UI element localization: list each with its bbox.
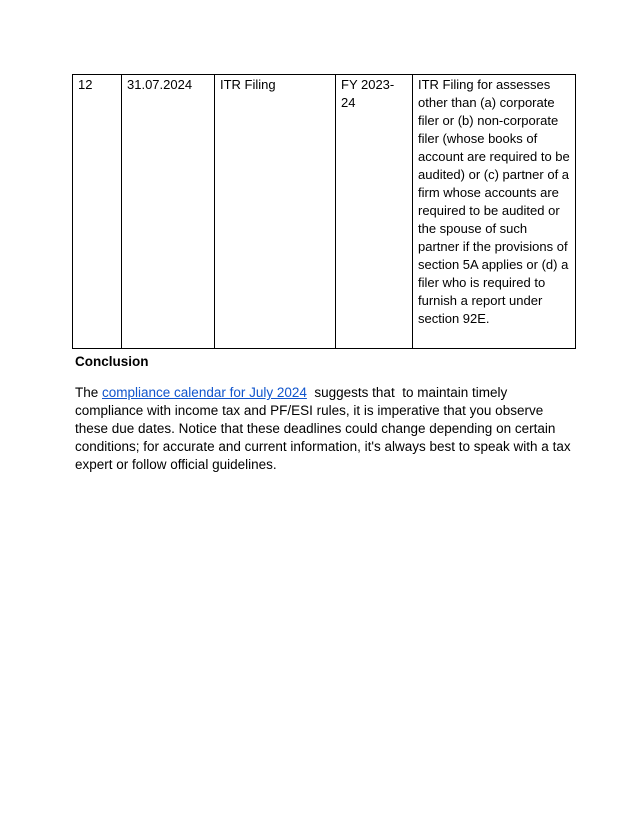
conclusion-rest: suggests that to maintain timely compliance with income tax and PF/ESI rules, it is imperative that you observe these due dates. Notice that these deadlines could change depending on certain conditions; for accurate and current information, it's always best to speak with a tax expert or follow official guidelines. — [75, 385, 575, 472]
cell-due-date: 31.07.2024 — [122, 75, 215, 349]
cell-serial-number: 12 — [73, 75, 122, 349]
cell-details: ITR Filing for assesses other than (a) corporate filer or (b) non-corporate filer (whose books of account are required to be audited) or (c) partner of a firm whose accounts are required to be audited or the spouse of such partner if the provisions of section 5A applies or (d) a filer who is required to furnish a report under section 92E. — [413, 75, 576, 349]
cell-task: ITR Filing — [215, 75, 336, 349]
compliance-calendar-link[interactable]: compliance calendar for July 2024 — [102, 385, 307, 400]
compliance-table — [72, 74, 576, 349]
cell-period: FY 2023-24 — [336, 75, 413, 349]
conclusion-heading: Conclusion — [75, 354, 149, 369]
conclusion-intro: The — [75, 385, 103, 400]
table-row — [73, 75, 576, 349]
conclusion-paragraph — [75, 384, 575, 474]
